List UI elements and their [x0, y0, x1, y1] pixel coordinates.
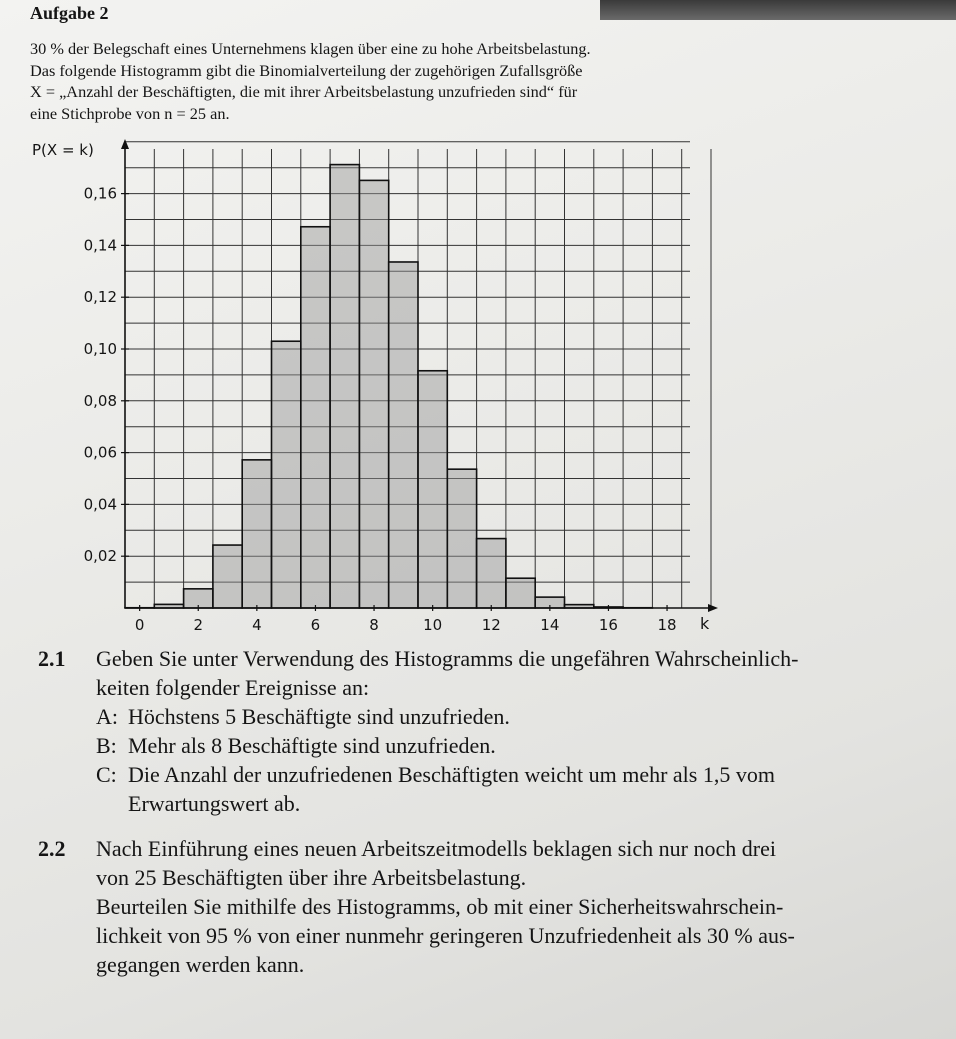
histogram-bar [506, 578, 535, 608]
event-item [38, 702, 938, 731]
event-label: C: [96, 762, 117, 787]
question-text: lichkeit von 95 % von einer nunmehr geringeren Unzufriedenheit als 30 % aus- [96, 923, 795, 948]
question-number: 2.2 [38, 836, 66, 861]
intro-line: X = „Anzahl der Beschäftigten, die mit ihrer Arbeitsbelastung unzufrieden sind“ für [30, 82, 578, 101]
y-axis-arrow [121, 139, 129, 149]
question-text: Beurteilen Sie mithilfe des Histogramms, ob mit einer Sicherheitswahrschein- [96, 894, 784, 919]
event-label: A: [96, 704, 118, 729]
binomial-histogram [30, 135, 730, 640]
y-axis-label: P(X = k) [32, 141, 94, 159]
x-tick-label: 12 [481, 616, 501, 634]
event-text: Erwartungswert ab. [128, 791, 301, 816]
x-tick-label: 2 [193, 616, 204, 634]
y-tick-label: 0,16 [83, 184, 117, 203]
x-tick-label: 16 [598, 616, 618, 634]
x-tick-label: 18 [657, 616, 677, 634]
histogram-bar [477, 539, 506, 608]
x-tick-label: 8 [369, 616, 379, 634]
question-text: gegangen werden kann. [96, 952, 305, 977]
event-text: Höchstens 5 Beschäftigte sind unzufrieden. [128, 704, 510, 729]
event-item [38, 760, 938, 789]
event-label: B: [96, 733, 117, 758]
histogram-bar [213, 545, 242, 608]
x-tick-label: 4 [252, 616, 262, 634]
histogram-bar [242, 460, 271, 608]
question-text: von 25 Beschäftigten über ihre Arbeitsbelastung. [96, 865, 527, 890]
histogram-bar [330, 165, 359, 608]
event-text: Die Anzahl der unzufriedenen Beschäftigten weicht um mehr als 1,5 vom [128, 762, 775, 787]
x-tick-label: 0 [134, 616, 145, 634]
x-tick-label: 14 [540, 616, 560, 634]
histogram-bar [359, 180, 388, 608]
question-text: keiten folgender Ereignisse an: [96, 675, 370, 700]
y-tick-label: 0,14 [83, 236, 117, 255]
x-axis-label: k [700, 614, 710, 633]
intro-line: 30 % der Belegschaft eines Unternehmens klagen über eine zu hohe Arbeitsbelastung. [30, 39, 591, 58]
x-tick-label: 6 [310, 616, 321, 634]
y-tick-label: 0,10 [83, 340, 117, 358]
y-tick-label: 0,04 [83, 495, 117, 514]
histogram-bar [272, 341, 301, 608]
y-tick-label: 0,06 [83, 443, 117, 462]
question-number: 2.1 [38, 646, 66, 671]
y-tick-label: 0,02 [83, 547, 117, 566]
event-text: Mehr als 8 Beschäftigte sind unzufrieden. [128, 733, 496, 758]
y-tick-label: 0,08 [83, 391, 117, 410]
histogram-bar [418, 371, 447, 608]
intro-line: Das folgende Histogramm gibt die Binomialverteilung der zugehörigen Zufallsgröße [30, 60, 583, 80]
histogram-bar [389, 262, 418, 608]
photo-edge-shadow [600, 0, 956, 20]
task-title: Aufgabe 2 [30, 3, 109, 23]
x-axis-arrow [708, 604, 718, 612]
event-item [38, 731, 938, 760]
chart-bars [125, 165, 652, 608]
x-tick-label: 10 [423, 616, 443, 634]
histogram-bar [447, 469, 476, 608]
question-2-1 [38, 644, 938, 818]
question-text: Geben Sie unter Verwendung des Histogramms die ungefähren Wahrscheinlich- [96, 646, 799, 671]
question-text: Nach Einführung eines neuen Arbeitszeitmodells beklagen sich nur noch drei [96, 836, 776, 861]
question-2-2 [38, 834, 938, 979]
histogram-bar [301, 227, 330, 608]
intro-line: eine Stichprobe von n = 25 an. [30, 103, 230, 123]
y-tick-label: 0,12 [83, 288, 117, 307]
task-intro [30, 38, 820, 124]
